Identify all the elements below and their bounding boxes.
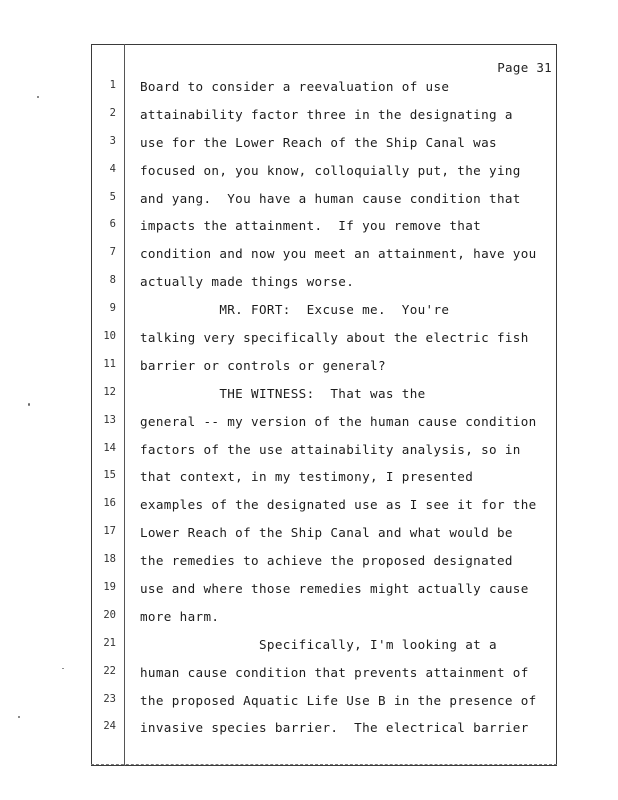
transcript-body: [0, 76, 618, 745]
line-number: 17: [103, 525, 116, 538]
line-number: 16: [103, 497, 116, 510]
transcript-line: [0, 411, 618, 439]
transcript-line: [0, 717, 618, 745]
transcript-line: [0, 662, 618, 690]
transcript-line: [0, 522, 618, 550]
line-text: use and where those remedies might actually cause: [140, 581, 529, 597]
line-number: 3: [109, 134, 116, 147]
line-number: 11: [103, 357, 116, 370]
line-number: 15: [103, 469, 116, 482]
line-text: Specifically, I'm looking at a: [140, 636, 497, 652]
line-text: impacts the attainment. If you remove that: [140, 218, 482, 234]
line-number: 1: [109, 79, 116, 91]
line-number: 24: [103, 720, 116, 733]
line-text: MR. FORT: Excuse me. You're: [140, 302, 450, 318]
line-number: 9: [109, 302, 116, 315]
transcript-line: [0, 271, 618, 299]
line-text: barrier or controls or general?: [140, 357, 386, 373]
line-number: 7: [109, 246, 116, 259]
transcript-line: [0, 383, 618, 411]
line-text: human cause condition that prevents attainment of: [140, 664, 529, 680]
transcript-line: [0, 215, 618, 243]
scan-speck: [28, 403, 30, 406]
line-number: 19: [103, 581, 116, 594]
line-text: attainability factor three in the designating a: [140, 106, 513, 122]
line-number: 10: [103, 330, 116, 343]
line-text: general -- my version of the human cause condition: [140, 413, 537, 429]
transcript-line: [0, 132, 618, 160]
transcript-line: [0, 299, 618, 327]
line-text: and yang. You have a human cause condition that: [140, 190, 521, 206]
line-number: 23: [103, 692, 116, 705]
line-text: talking very specifically about the electric fish: [140, 330, 529, 346]
transcript-line: [0, 104, 618, 132]
transcript-line: [0, 578, 618, 606]
line-number: 14: [103, 441, 116, 454]
scan-speck: [37, 96, 39, 98]
line-text: more harm.: [140, 608, 220, 624]
line-text: Board to consider a reevaluation of use: [140, 79, 450, 94]
transcript-line: [0, 634, 618, 662]
line-number: 22: [103, 664, 116, 677]
line-number: 18: [103, 553, 116, 566]
line-number: 13: [103, 413, 116, 426]
line-text: Lower Reach of the Ship Canal and what would be: [140, 525, 513, 541]
line-number: 8: [109, 274, 116, 287]
line-number: 20: [103, 608, 116, 621]
line-text: examples of the designated use as I see it for the: [140, 497, 537, 513]
line-number: 12: [103, 385, 116, 398]
transcript-line: [0, 76, 618, 104]
bottom-rule: [91, 764, 557, 765]
line-number: 4: [109, 162, 116, 175]
line-number: 5: [109, 190, 116, 203]
transcript-line: [0, 188, 618, 216]
line-text: THE WITNESS: That was the: [140, 385, 426, 401]
scan-speck: [18, 716, 20, 718]
line-text: invasive species barrier. The electrical barrier: [140, 720, 529, 736]
line-text: actually made things worse.: [140, 274, 355, 290]
scan-speck: [62, 668, 64, 669]
line-number: 2: [109, 106, 116, 119]
transcript-line: [0, 160, 618, 188]
line-text: the proposed Aquatic Life Use B in the presence of: [140, 692, 537, 708]
line-text: use for the Lower Reach of the Ship Canal was: [140, 134, 497, 150]
line-text: condition and now you meet an attainment, have you: [140, 246, 537, 262]
page-number: Page 31: [497, 60, 552, 75]
line-text: the remedies to achieve the proposed designated: [140, 553, 513, 569]
transcript-line: [0, 466, 618, 494]
line-text: factors of the use attainability analysis, so in: [140, 441, 521, 457]
transcript-line: [0, 690, 618, 718]
transcript-line: [0, 606, 618, 634]
line-number: 21: [103, 636, 116, 649]
transcript-line: [0, 355, 618, 383]
line-text: that context, in my testimony, I presented: [140, 469, 474, 485]
line-text: focused on, you know, colloquially put, the ying: [140, 162, 521, 178]
transcript-line: [0, 243, 618, 271]
transcript-line: [0, 550, 618, 578]
line-number: 6: [109, 218, 116, 231]
transcript-line: [0, 327, 618, 355]
transcript-line: [0, 439, 618, 467]
transcript-line: [0, 494, 618, 522]
